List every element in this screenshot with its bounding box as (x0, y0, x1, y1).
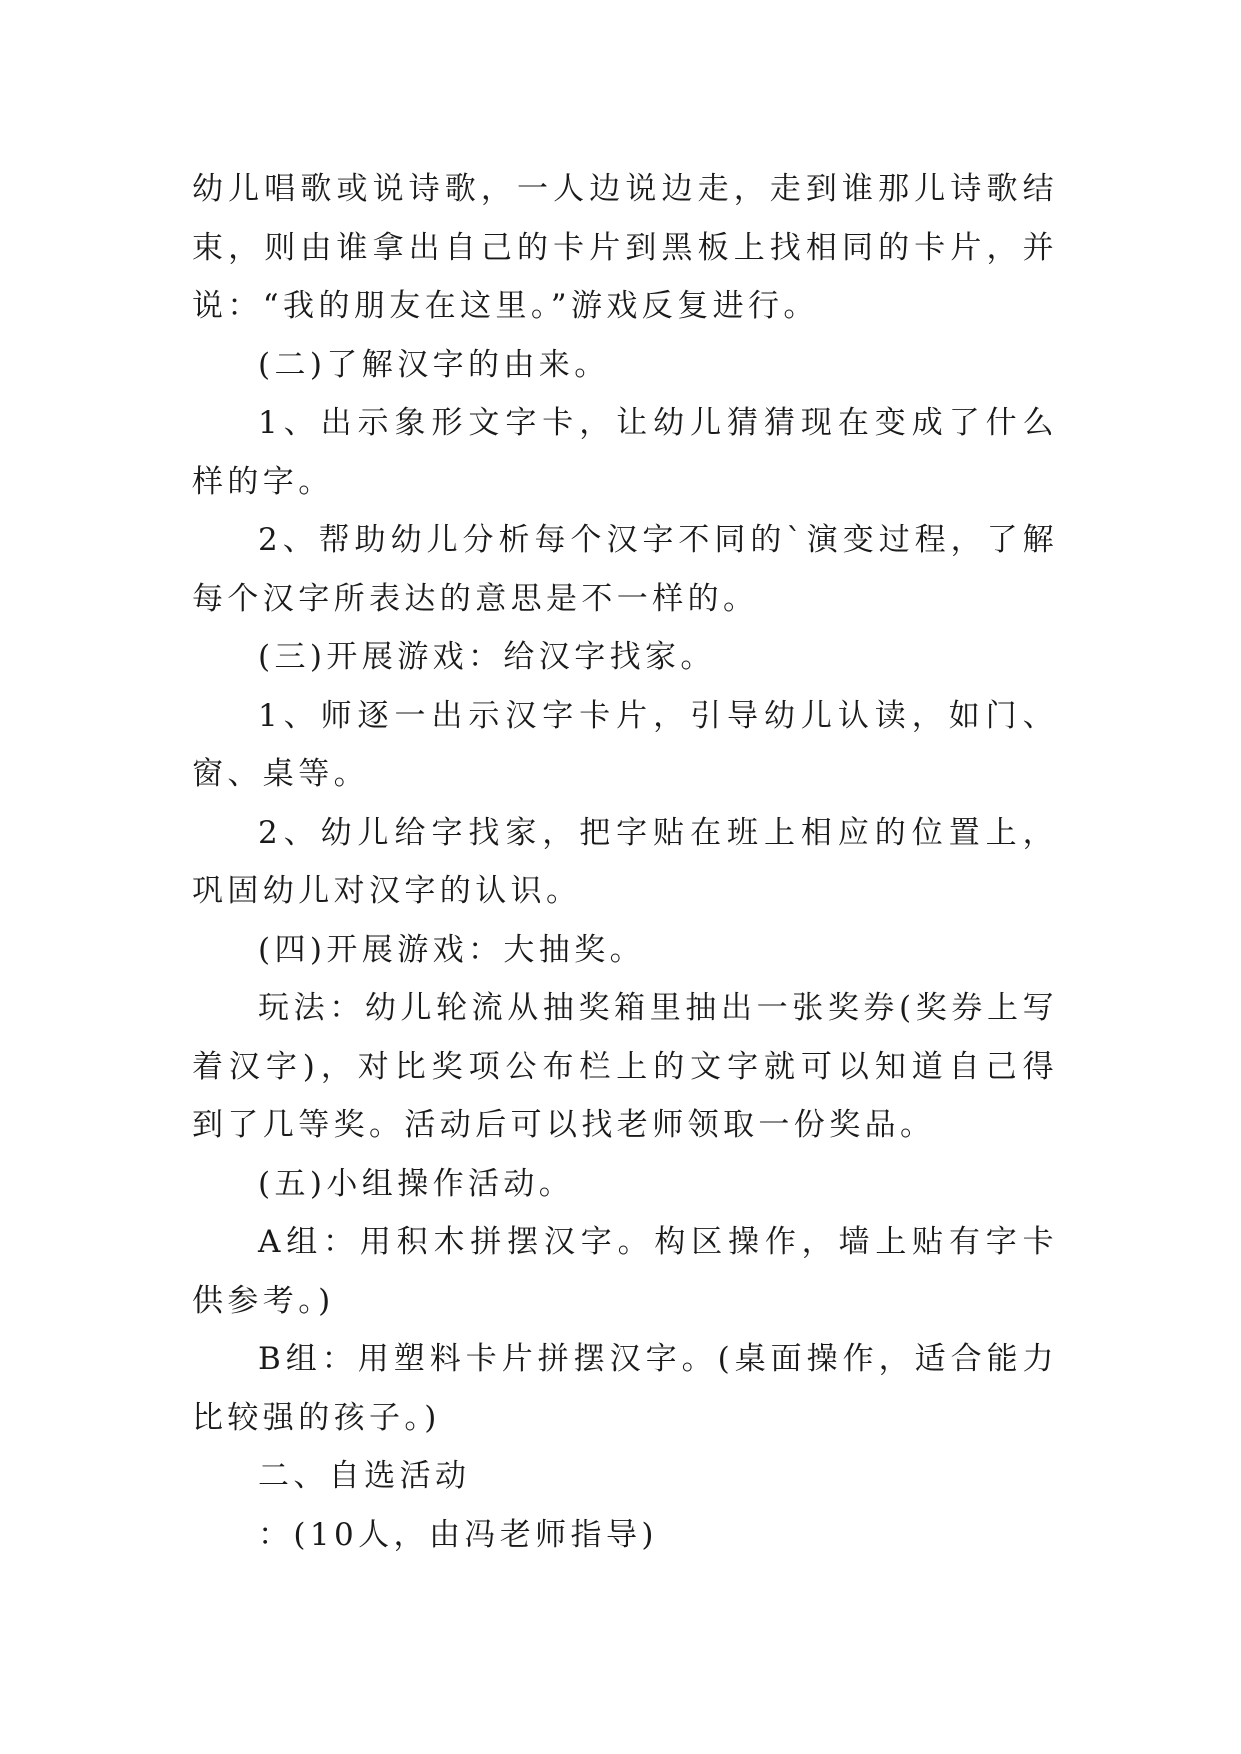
paragraph-group-a: A组：用积木拼摆汉字。构区操作，墙上贴有字卡供参考。) (192, 1224, 1058, 1319)
document-body (192, 160, 1058, 1564)
paragraph-step: 2、帮助幼儿分析每个汉字不同的`演变过程，了解每个汉字所表达的意思是不一样的。 (192, 522, 1058, 617)
paragraph-game-rules: 幼儿唱歌或说诗歌，一人边说边走，走到谁那儿诗歌结束，则由谁拿出自己的卡片到黑板上找相同的卡片，并说：“我的朋友在这里。”游戏反复进行。 (192, 171, 1058, 324)
paragraph-group-b: B组：用塑料卡片拼摆汉字。(桌面操作，适合能力比较强的孩子。) (192, 1341, 1058, 1436)
section-heading-3: (三)开展游戏：给汉字找家。 (258, 639, 716, 675)
paragraph-activity-note: ：(10人，由冯老师指导) (258, 1516, 658, 1553)
section-heading-2: (二)了解汉字的由来。 (258, 346, 610, 383)
section-heading-4: (四)开展游戏：大抽奖。 (258, 931, 645, 968)
paragraph-step: 1、师逐一出示汉字卡片，引导幼儿认读，如门、窗、桌等。 (192, 697, 1058, 792)
section-heading-5: (五)小组操作活动。 (258, 1165, 575, 1202)
paragraph-step: 2、幼儿给字找家，把字贴在班上相应的位置上，巩固幼儿对汉字的认识。 (192, 814, 1058, 909)
section-heading-free-activity: 二、自选活动 (258, 1458, 471, 1494)
paragraph-game-method: 玩法：幼儿轮流从抽奖箱里抽出一张奖券(奖券上写着汉字)，对比奖项公布栏上的文字就可以知道自己得到了几等奖。活动后可以找老师领取一份奖品。 (192, 990, 1058, 1143)
paragraph-step: 1、出示象形文字卡，让幼儿猜猜现在变成了什么样的字。 (192, 405, 1058, 500)
